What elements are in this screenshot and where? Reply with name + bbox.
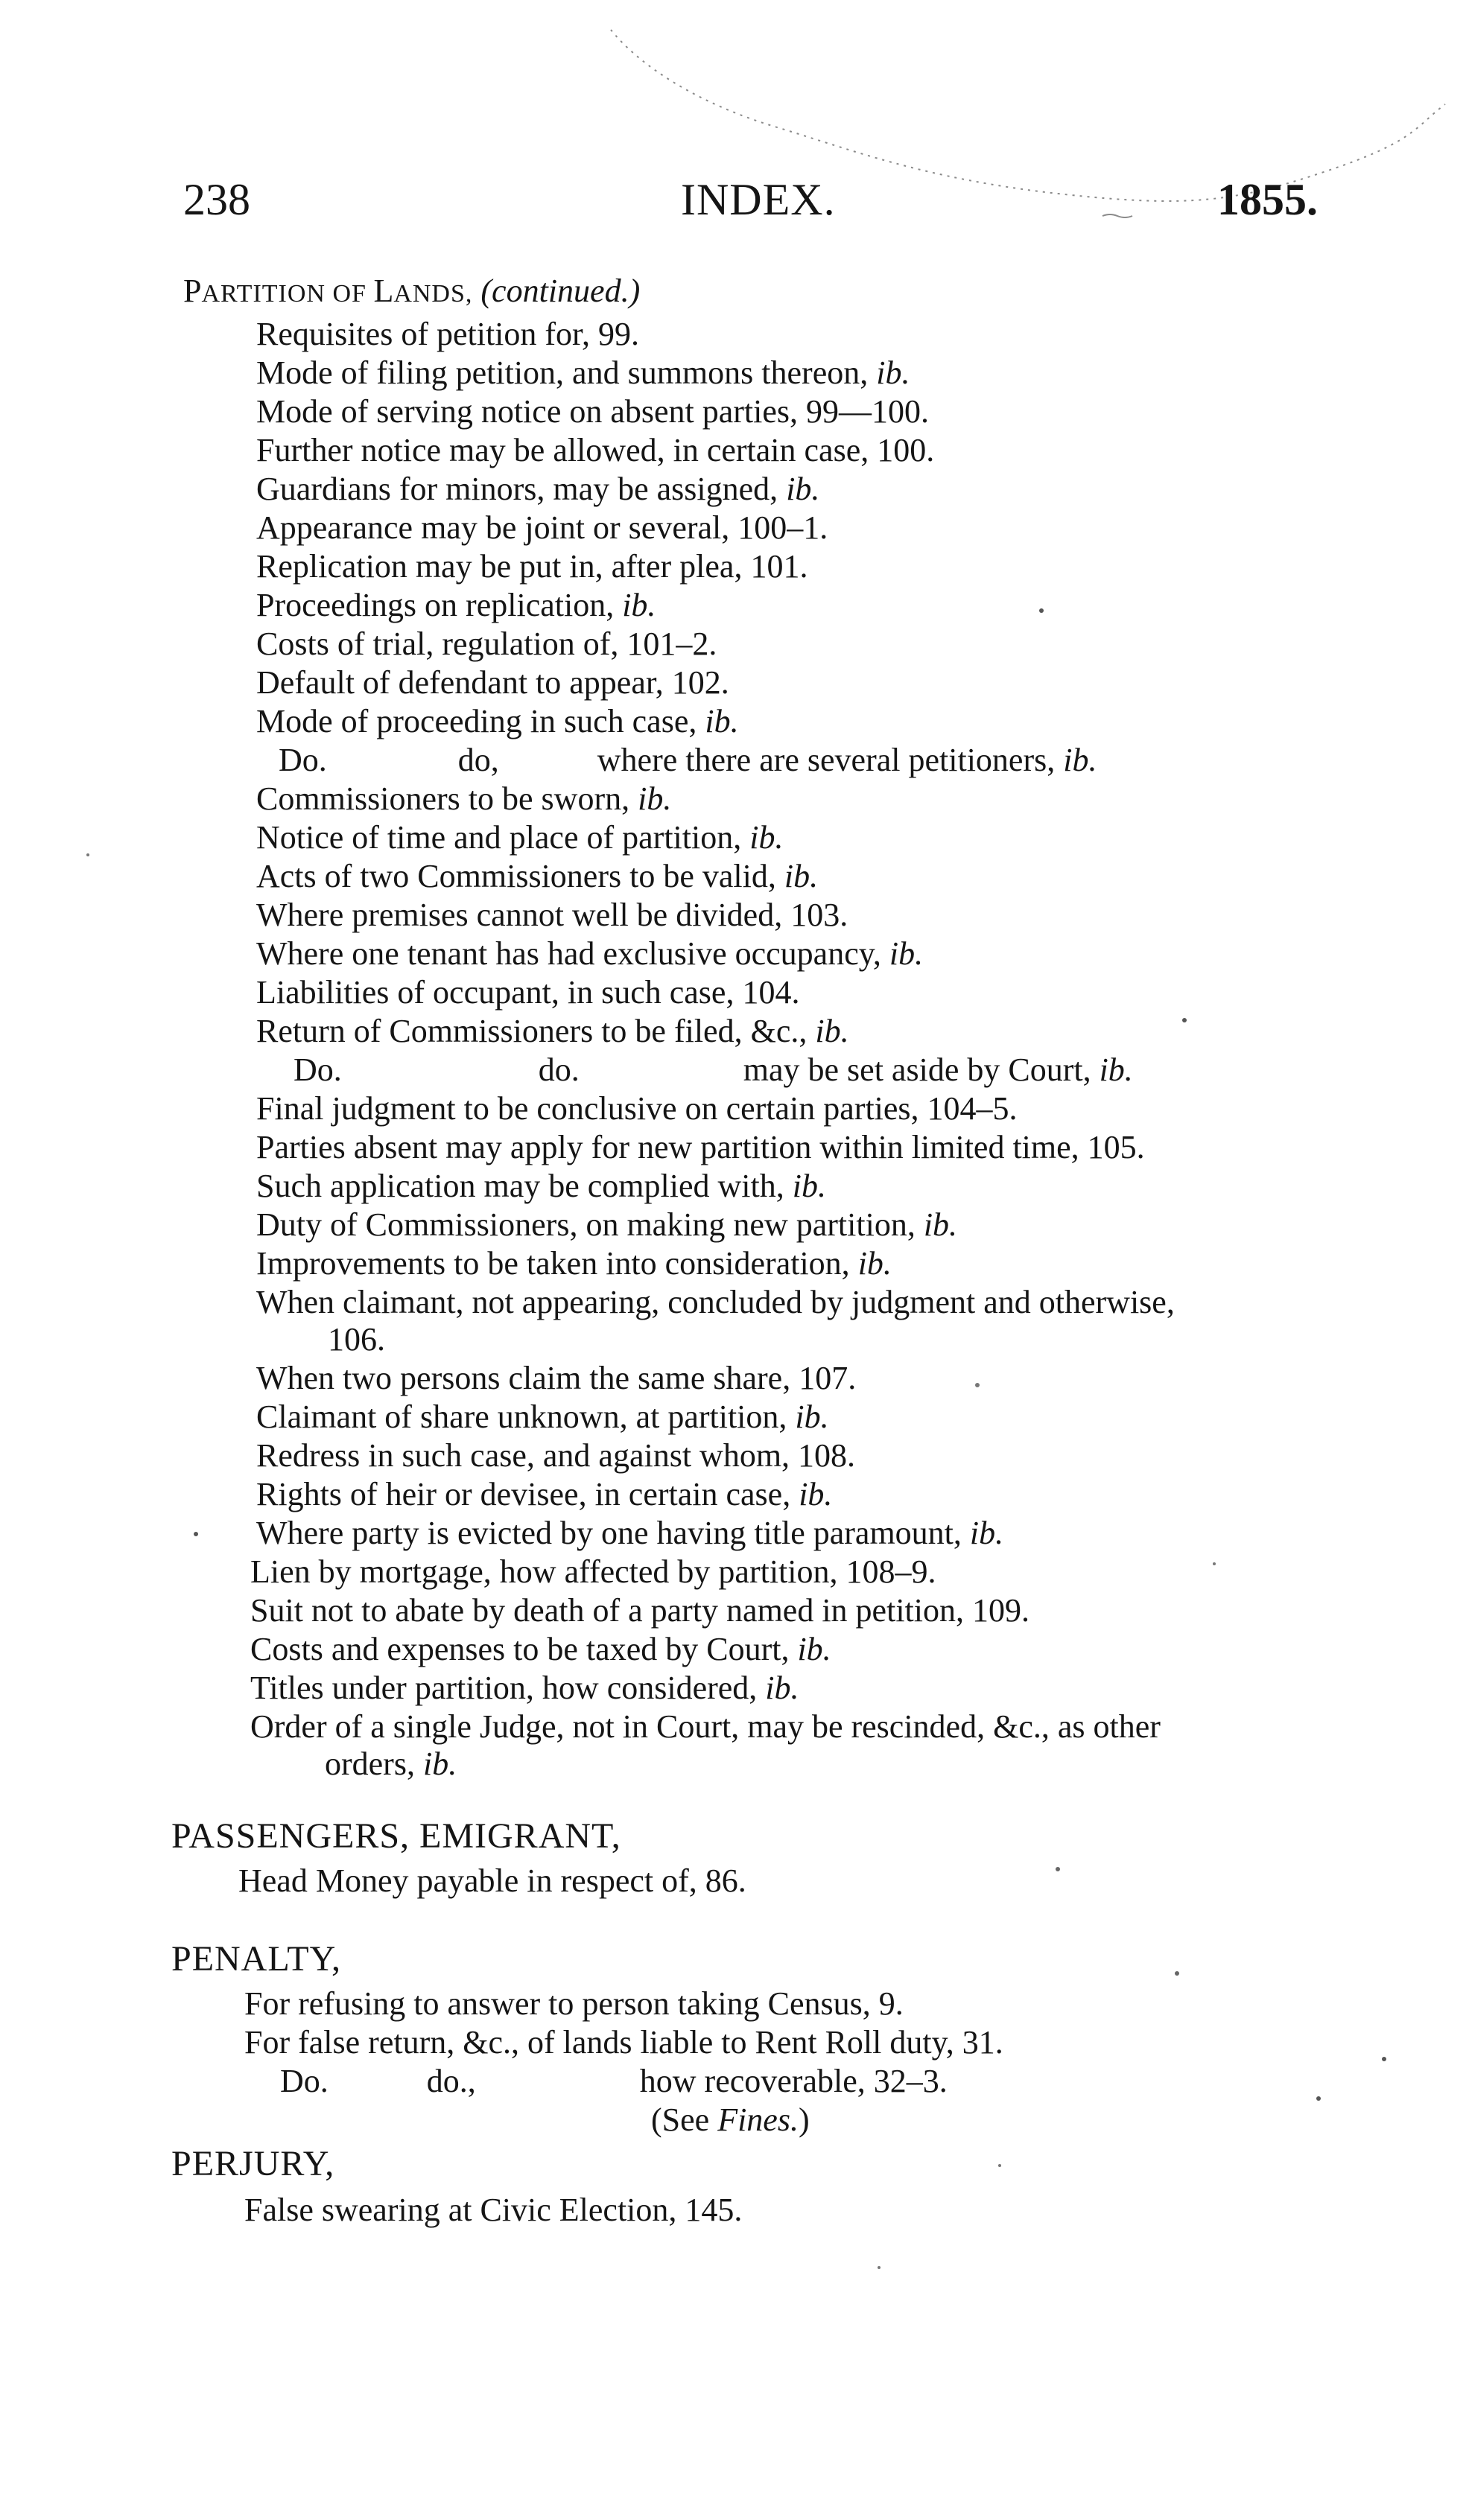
index-entry: Rights of heir or devisee, in certain case, ib. [256,1476,833,1512]
section-heading-partition: PARTITION OF LANDS, (continued.) [183,273,641,309]
index-entry: Where premises cannot well be divided, 103. [256,897,848,933]
index-entry: Liabilities of occupant, in such case, 104. [256,974,800,1011]
index-entry: Costs and expenses to be taxed by Court, ib. [250,1631,831,1667]
index-entry: Mode of proceeding in such case, ib. [256,703,739,739]
index-entry: Commissioners to be sworn, ib. [256,780,672,817]
index-entry: Improvements to be taken into consideration, ib. [256,1245,892,1282]
index-entry: Where one tenant has had exclusive occupancy, ib. [256,935,924,972]
index-entry: Costs of trial, regulation of, 101–2. [256,626,717,662]
index-entry: Do. do. may be set aside by Court, ib. [294,1051,1133,1088]
index-entry: Acts of two Commissioners to be valid, ib. [256,858,819,894]
index-entry-continuation: orders, ib. [325,1746,457,1782]
index-entry-continuation: 106. [328,1321,385,1358]
index-entry: False swearing at Civic Election, 145. [244,2192,743,2228]
index-entry: Guardians for minors, may be assigned, ib. [256,471,820,507]
index-entry: Further notice may be allowed, in certain case, 100. [256,432,935,468]
index-entry: Redress in such case, and against whom, 108. [256,1437,856,1474]
index-entry: Lien by mortgage, how affected by partition, 108–9. [250,1553,936,1590]
continued-label: (continued.) [480,273,641,309]
index-entry: Head Money payable in respect of, 86. [238,1862,746,1899]
index-entry: For false return, &c., of lands liable to Rent Roll duty, 31. [244,2024,1003,2061]
index-entry: Final judgment to be conclusive on certain parties, 104–5. [256,1090,1018,1127]
index-entry: Suit not to abate by death of a party named in petition, 109. [250,1592,1029,1629]
index-entry: Such application may be complied with, ib. [256,1168,826,1204]
page-title: INDEX. [681,175,836,224]
section-heading-passengers: PASSENGERS, EMIGRANT, [171,1816,621,1856]
index-entry: Mode of filing petition, and summons thereon, ib. [256,354,910,391]
index-entry: Replication may be put in, after plea, 101. [256,548,808,585]
index-entry: When two persons claim the same share, 107. [256,1360,857,1396]
page-header [0,170,1469,237]
index-entry: Titles under partition, how considered, ib. [250,1670,799,1706]
index-entry: Order of a single Judge, not in Court, may be rescinded, &c., as other [250,1708,1161,1745]
section-heading-perjury: PERJURY, [171,2144,335,2183]
index-entry: Appearance may be joint or several, 100–1. [256,509,828,546]
index-entry: Do. do, where there are several petitioners, ib. [279,742,1097,778]
index-entry: Parties absent may apply for new partition within limited time, 105. [256,1129,1145,1165]
index-entry: Where party is evicted by one having title paramount, ib. [256,1515,1004,1551]
index-entry: Return of Commissioners to be filed, &c., ib. [256,1013,849,1049]
index-entry: Default of defendant to appear, 102. [256,664,729,701]
index-entry: Duty of Commissioners, on making new partition, ib. [256,1206,958,1243]
section-heading-penalty: PENALTY, [171,1939,342,1979]
cross-reference: (See Fines.) [651,2101,810,2138]
index-entry: When claimant, not appearing, concluded by judgment and otherwise, [256,1284,1175,1320]
index-entry: Do. do., how recoverable, 32–3. [280,2063,948,2099]
page-number: 238 [183,175,250,224]
index-entry: For refusing to answer to person taking Census, 9. [244,1985,904,2022]
index-entry: Notice of time and place of partition, ib. [256,819,784,856]
index-entry: Proceedings on replication, ib. [256,587,656,623]
index-entry: Claimant of share unknown, at partition, ib. [256,1399,829,1435]
index-entry: Mode of serving notice on absent parties, 99—100. [256,393,930,430]
page-year: 1855. [1217,175,1318,224]
index-entry: Requisites of petition for, 99. [256,316,639,352]
